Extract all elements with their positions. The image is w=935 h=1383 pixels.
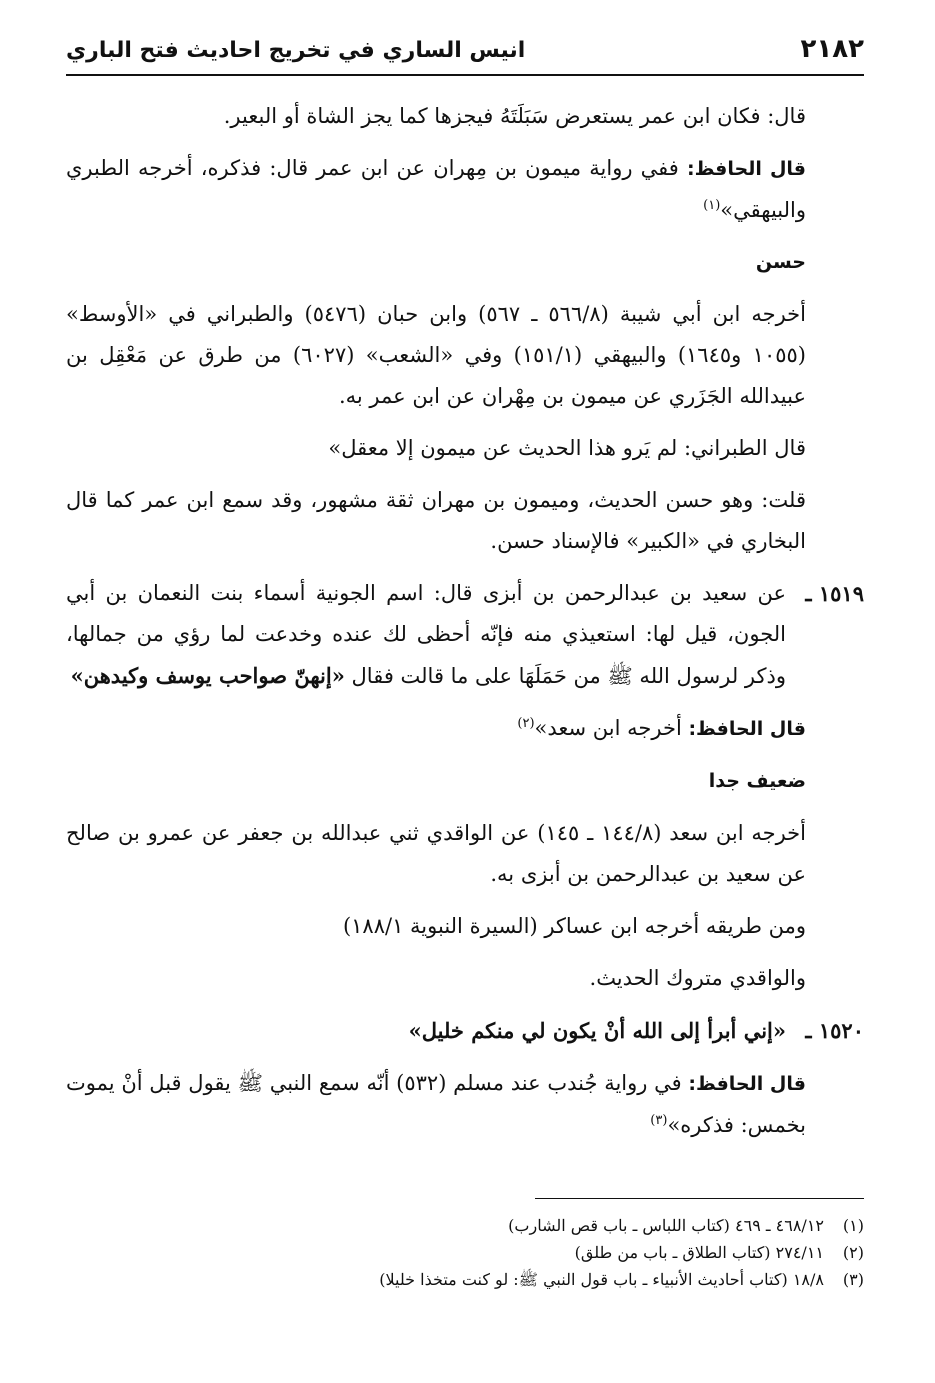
footnote-text: ٢٧٤/١١ (كتاب الطلاق ـ باب من طلق) [574, 1243, 824, 1262]
paragraph: قال الطبراني: لم يَرو هذا الحديث عن ميمون إلا معقل» [328, 436, 806, 460]
hadith-entry-1519 [66, 573, 864, 697]
running-title: انيس الساري في تخريج احاديث فتح الباري [66, 38, 526, 63]
paragraph: ومن طريقه أخرجه ابن عساكر (السيرة النبوية ١٨٨/١) [342, 914, 806, 938]
footnote [66, 1239, 864, 1266]
hadith-number: ١٥١٩ ـ [805, 581, 864, 606]
hafiz-label: قال الحافظ: [688, 1073, 806, 1095]
hafiz-paragraph [66, 148, 864, 231]
paragraph: أخرجه ابن سعد (١٤٤/٨ ـ ١٤٥) عن الواقدي ثني عبدالله بن جعفر عن عمرو بن صالح عن سعيد بن عبدالرحمن بن أبزى به. [66, 821, 806, 886]
paragraph-text: في رواية جُندب عند مسلم (٥٣٢) أنّه سمع النبي ﷺ يقول قبل أنْ يموت بخمس: فذكره» [66, 1071, 806, 1137]
footnote-ref: (٣) [650, 1113, 668, 1128]
hadith-quote: «إني أبرأ إلى الله أنْ يكون لي منكم خليل» [408, 1018, 786, 1043]
footnote-text: ١٨/٨ (كتاب أحاديث الأنبياء ـ باب قول النبي ﷺ: لو كنت متخذا خليلا) [379, 1270, 824, 1289]
page-header [66, 34, 864, 76]
hafiz-label: قال الحافظ: [688, 718, 806, 740]
paragraph-text: ففي رواية ميمون بن مِهران عن ابن عمر قال: فذكره، أخرجه الطبري والبيهقي» [66, 156, 806, 222]
paragraph: قلت: وهو حسن الحديث، وميمون بن مهران ثقة مشهور، وقد سمع ابن عمر كما قال البخاري في «الكبير» فالإسناد حسن. [66, 488, 806, 553]
footnote [66, 1212, 864, 1239]
page-body [66, 96, 864, 1157]
page-number: ٢١٨٢ [800, 34, 864, 64]
footnote [66, 1266, 864, 1293]
hafiz-paragraph [66, 708, 864, 750]
footnote-text: ٤٦٨/١٢ ـ ٤٦٩ (كتاب اللباس ـ باب قص الشارب) [508, 1216, 824, 1235]
header-rule [66, 74, 864, 76]
footnotes [66, 1212, 864, 1293]
hadith-quote: «إنهنّ صواحب يوسف وكيدهن» [70, 663, 345, 688]
footnote-ref: (٢) [517, 716, 535, 731]
footnote-rule [535, 1198, 864, 1199]
hadith-text: عن سعيد بن عبدالرحمن بن أبزى قال: اسم الجونية أسماء بنت النعمان بن أبي الجون، قيل لها: استعيذي منه فإنّه أحظى لك عنده وخدعت لما رؤي من جمالها، وذكر لرسول الله ﷺ من حَمَلَهَا على ما قالت فقال [66, 581, 786, 688]
footnote-number: (١) [842, 1216, 864, 1235]
footnote-number: (٣) [842, 1270, 864, 1289]
footnote-ref: (١) [703, 198, 721, 213]
hafiz-paragraph [66, 1063, 864, 1146]
paragraph: أخرجه ابن أبي شيبة (٥٦٦/٨ ـ ٥٦٧) وابن حبان (٥٤٧٦) والطبراني في «الأوسط» (١٠٥٥ و١٦٤٥) والبيهقي (١٥١/١) وفي «الشعب» (٦٠٢٧) من طرق عن مَعْقِل بن عبيدالله الجَزَري عن ميمون بن مِهْران عن ابن عمر به. [66, 302, 806, 408]
hadith-number: ١٥٢٠ ـ [805, 1018, 864, 1043]
hafiz-label: قال الحافظ: [686, 158, 807, 180]
paragraph: والواقدي متروك الحديث. [589, 966, 806, 990]
hadith-entry-1520 [66, 1010, 864, 1052]
footnote-number: (٢) [842, 1243, 864, 1262]
grade-heading: ضعيف جدا [708, 770, 806, 792]
paragraph: قال: فكان ابن عمر يستعرض سَبَلَتَهُ فيجزها كما يجز الشاة أو البعير. [223, 104, 806, 128]
grade-heading: حسن [755, 251, 806, 273]
paragraph-text: أخرجه ابن سعد» [534, 716, 689, 740]
